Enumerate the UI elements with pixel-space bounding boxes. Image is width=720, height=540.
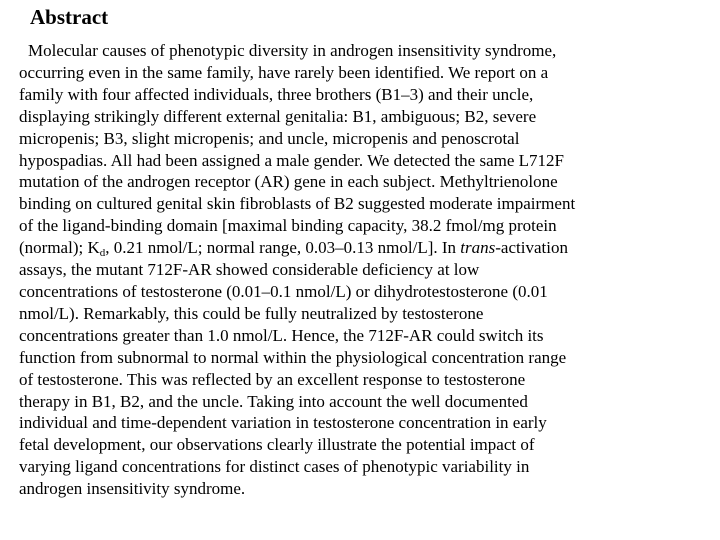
trans-italic-text: trans [460,238,496,258]
abstract-line: concentrations greater than 1.0 nmol/L. Hence, the 712F-AR could switch its [19,325,544,345]
abstract-body [19,40,709,500]
abstract-line: binding on cultured genital skin fibroblasts of B2 suggested moderate impairment [19,194,576,214]
abstract-line: fetal development, our observations clearly illustrate the potential impact of [19,435,535,455]
abstract-line: hypospadias. All had been assigned a male gender. We detected the same L712F [19,150,564,170]
abstract-line: mutation of the androgen receptor (AR) gene in each subject. Methyltrienolone [19,172,558,192]
abstract-line: of the ligand-binding domain [maximal binding capacity, 38.2 fmol/mg protein [19,216,557,236]
abstract-line: displaying strikingly different external genitalia: B1, ambiguous; B2, severe [19,106,537,126]
kd-prefix-text: (normal); K [19,238,100,258]
abstract-line: concentrations of testosterone (0.01–0.1 nmol/L) or dihydrotestosterone (0.01 [19,281,548,301]
kd-suffix-text: -activation [495,238,568,258]
abstract-line: varying ligand concentrations for distinct cases of phenotypic variability in [19,457,530,477]
abstract-heading: Abstract [30,5,109,29]
abstract-line: family with four affected individuals, three brothers (B1–3) and their uncle, [19,84,534,104]
abstract-line: nmol/L). Remarkably, this could be fully neutralized by testosterone [19,303,484,323]
abstract-line: assays, the mutant 712F-AR showed considerable deficiency at low [19,260,480,280]
kd-subscript: d [99,247,106,260]
abstract-line: micropenis; B3, slight micropenis; and uncle, micropenis and penoscrotal [19,128,520,148]
abstract-line-kd [19,237,709,259]
abstract-line: individual and time-dependent variation in testosterone concentration in early [19,413,547,433]
abstract-line: therapy in B1, B2, and the uncle. Taking into account the well documented [19,391,528,411]
kd-middle-text: , 0.21 nmol/L; normal range, 0.03–0.13 nmol/L]. In [105,238,461,258]
abstract-line: of testosterone. This was reflected by an excellent response to testosterone [19,369,526,389]
abstract-line: function from subnormal to normal within the physiological concentration range [19,347,567,367]
abstract-line: Molecular causes of phenotypic diversity in androgen insensitivity syndrome, [28,41,557,60]
abstract-line: androgen insensitivity syndrome. [19,479,246,499]
abstract-line: occurring even in the same family, have rarely been identified. We report on a [19,62,549,82]
